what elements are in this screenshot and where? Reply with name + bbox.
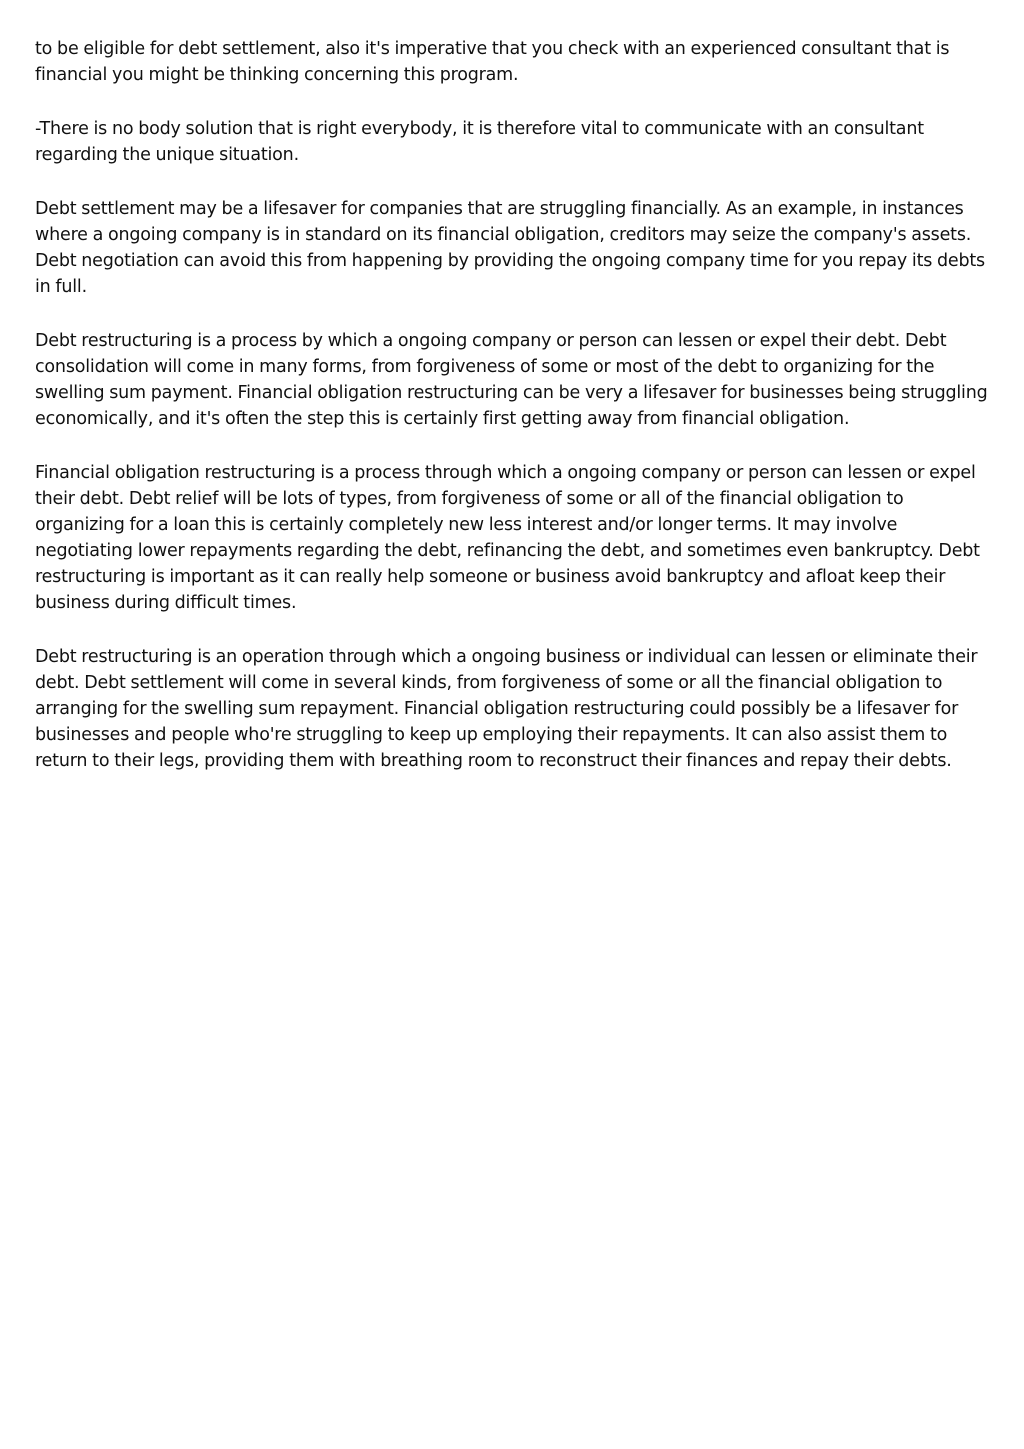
paragraph-no-single-solution: -There is no body solution that is right everybody, it is therefore vital to communicate with an consultant regarding the unique situation. [35,119,924,165]
paragraph-debt-restructuring-operation: Debt restructuring is an operation through which a ongoing business or individual can lessen or eliminate their debt. Debt settlement will come in several kinds, from forgiveness of some or all the financial obligation to arranging for the swelling sum repayment. Financial obligation restructuring could possibly be a lifesaver for businesses and people who're struggling to keep up employing their repayments. It can also assist them to return to their legs, providing them with breathing room to reconstruct their finances and repay their debts. [35,647,978,771]
paragraph-eligibility: to be eligible for debt settlement, also it's imperative that you check with an experienced consultant that is financial you might be thinking concerning this program. [35,39,950,85]
paragraph-debt-restructuring-process: Debt restructuring is a process by which a ongoing company or person can lessen or expel their debt. Debt consolidation will come in many forms, from forgiveness of some or most of the debt to organizing for the swelling sum payment. Financial obligation restructuring can be very a lifesaver for businesses being struggling economically, and it's often the step this is certainly first getting away from financial obligation. [35,331,988,429]
document-body [35,36,995,802]
paragraph-financial-obligation-restructuring: Financial obligation restructuring is a process through which a ongoing company or person can lessen or expel their debt. Debt relief will be lots of types, from forgiveness of some or all of the financial obligation to organizing for a loan this is certainly completely new less interest and/or longer terms. It may involve negotiating lower repayments regarding the debt, refinancing the debt, and sometimes even bankruptcy. Debt restructuring is important as it can really help someone or business avoid bankruptcy and afloat keep their business during difficult times. [35,463,980,613]
paragraph-debt-settlement-lifesaver: Debt settlement may be a lifesaver for companies that are struggling financially. As an example, in instances where a ongoing company is in standard on its financial obligation, creditors may seize the company's assets. Debt negotiation can avoid this from happening by providing the ongoing company time for you repay its debts in full. [35,199,985,297]
